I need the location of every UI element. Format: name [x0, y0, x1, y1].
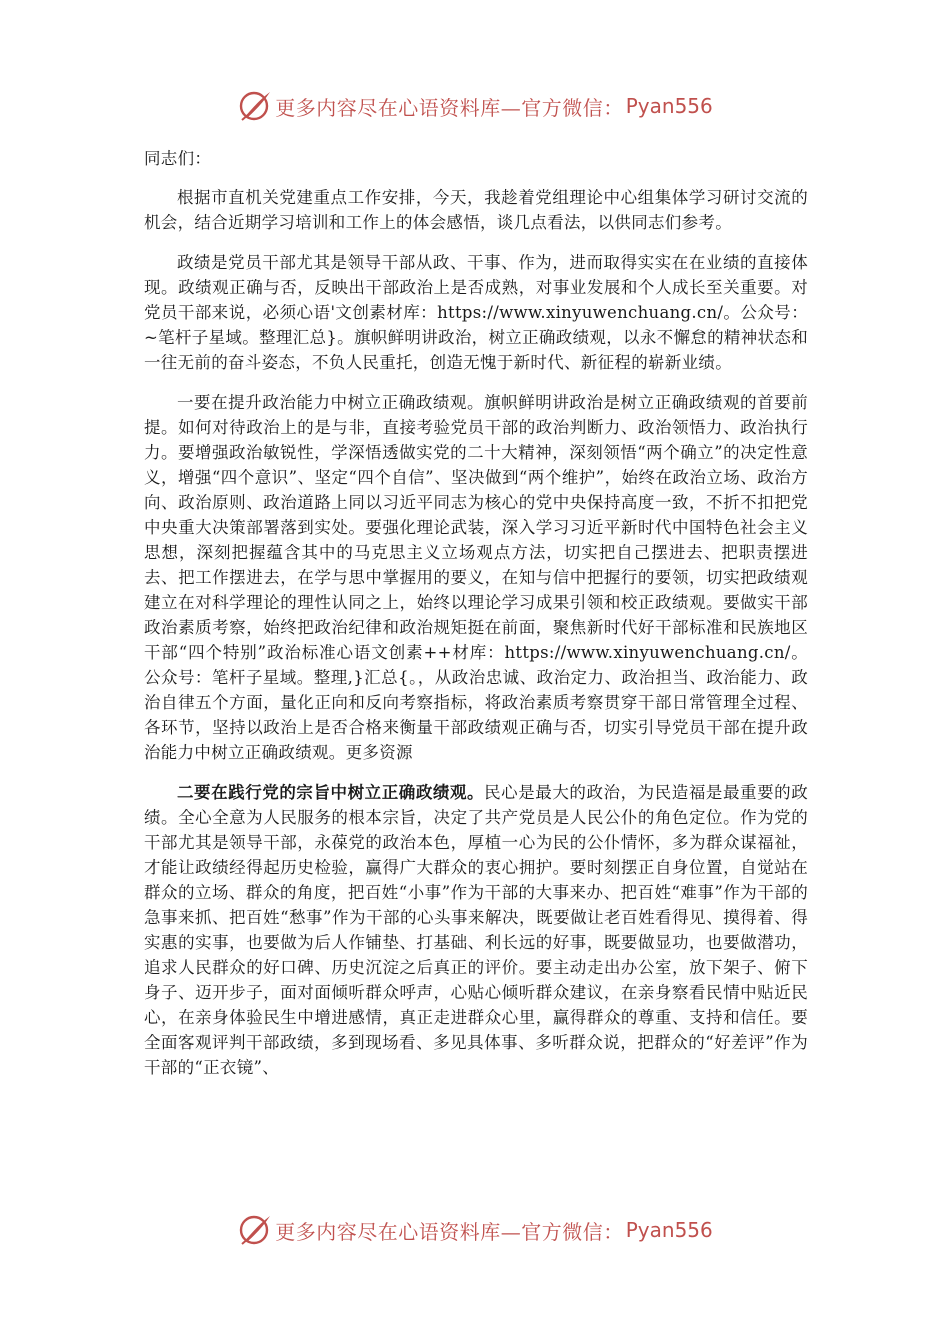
paragraph-political-performance: 政绩是党员干部尤其是领导干部从政、干事、作为，进而取得实实在在业绩的直接体现。政绩观正确与否，反映出干部政治上是否成熟，对事业发展和个人成长至关重要。对党员干部来说，必须心语'文创素材库：https://www.xinyuwenchuang.cn/。公众号：~笔杆子星域。整理汇总}。旗帜鲜明讲政治，树立正确政绩观，以永不懈怠的精神状态和一往无前的奋斗姿态，不负人民重托，创造无愧于新时代、新征程的崭新业绩。	[144, 253, 808, 372]
watermark-wechat-id: Pyan556	[625, 1218, 713, 1242]
watermark-footer	[0, 1210, 950, 1250]
paragraph-heading: 二要在践行党的宗旨中树立正确政绩观。	[177, 783, 485, 802]
watermark-text: 更多内容尽在心语资料库—官方微信：	[275, 95, 624, 120]
watermark-text: 更多内容尽在心语资料库—官方微信：	[275, 1219, 624, 1244]
quill-logo-icon	[237, 88, 273, 124]
quill-logo-icon	[237, 1212, 273, 1248]
watermark-header	[0, 86, 950, 126]
watermark-wechat-id: Pyan556	[625, 94, 713, 118]
paragraph-political-ability: 一要在提升政治能力中树立正确政绩观。旗帜鲜明讲政治是树立正确政绩观的首要前提。如何对待政治上的是与非，直接考验党员干部的政治判断力、政治领悟力、政治执行力。要增强政治敏锐性，学深悟透做实党的二十大精神，深刻领悟“两个确立”的决定性意义，增强“四个意识”、坚定“四个自信”、坚决做到“两个维护”，始终在政治立场、政治方向、政治原则、政治道路上同以习近平同志为核心的党中央保持高度一致，不折不扣把党中央重大决策部署落到实处。要强化理论武装，深入学习习近平新时代中国特色社会主义思想，深刻把握蕴含其中的马克思主义立场观点方法，切实把自己摆进去、把职责摆进去、把工作摆进去，在学与思中掌握用的要义，在知与信中把握行的要领，切实把政绩观建立在对科学理论的理性认同之上，始终以理论学习成果引领和校正政绩观。要做实干部政治素质考察，始终把政治纪律和政治规矩挺在前面，聚焦新时代好干部标准和民族地区干部“四个特别”政治标准心语文创素++材库：https://www.xinyuwenchuang.cn/。公众号：笔杆子星域。整理,}汇总{。，从政治忠诚、政治定力、政治担当、政治能力、政治自律五个方面，量化正向和反向考察指标，将政治素质考察贯穿干部日常管理全过程、各环节，坚持以政治上是否合格来衡量干部政绩观正确与否，切实引导党员干部在提升政治能力中树立正确政绩观。更多资源	[144, 393, 808, 762]
paragraph-intro: 根据市直机关党建重点工作安排，今天，我趁着党组理论中心组集体学习研讨交流的机会，结合近期学习培训和工作上的体会感悟，谈几点看法，以供同志们参考。	[144, 188, 808, 232]
greeting: 同志们：	[144, 149, 212, 168]
paragraph-party-purpose	[144, 780, 808, 1080]
document-body	[144, 146, 808, 1095]
paragraph-body: 民心是最大的政治，为民造福是最重要的政绩。全心全意为人民服务的根本宗旨，决定了共产党员是人民公仆的角色定位。作为党的干部尤其是领导干部，永葆党的政治本色，厚植一心为民的公仆情怀，多为群众谋福祉，才能让政绩经得起历史检验，赢得广大群众的衷心拥护。要时刻摆正自身位置，自觉站在群众的立场、群众的角度，把百姓“小事”作为干部的大事来办、把百姓“难事”作为干部的急事来抓、把百姓“愁事”作为干部的心头事来解决，既要做让老百姓看得见、摸得着、得实惠的实事，也要做为后人作铺垫、打基础、利长远的好事，既要做显功，也要做潜功，追求人民群众的好口碑、历史沉淀之后真正的评价。要主动走出办公室，放下架子、俯下身子、迈开步子，面对面倾听群众呼声，心贴心倾听群众建议，在亲身察看民情中贴近民心，在亲身体验民生中增进感情，真正走进群众心里，赢得群众的尊重、支持和信任。要全面客观评判干部政绩，多到现场看、多见具体事、多听群众说，把群众的“好差评”作为干部的“正衣镜”、	[144, 783, 809, 1077]
